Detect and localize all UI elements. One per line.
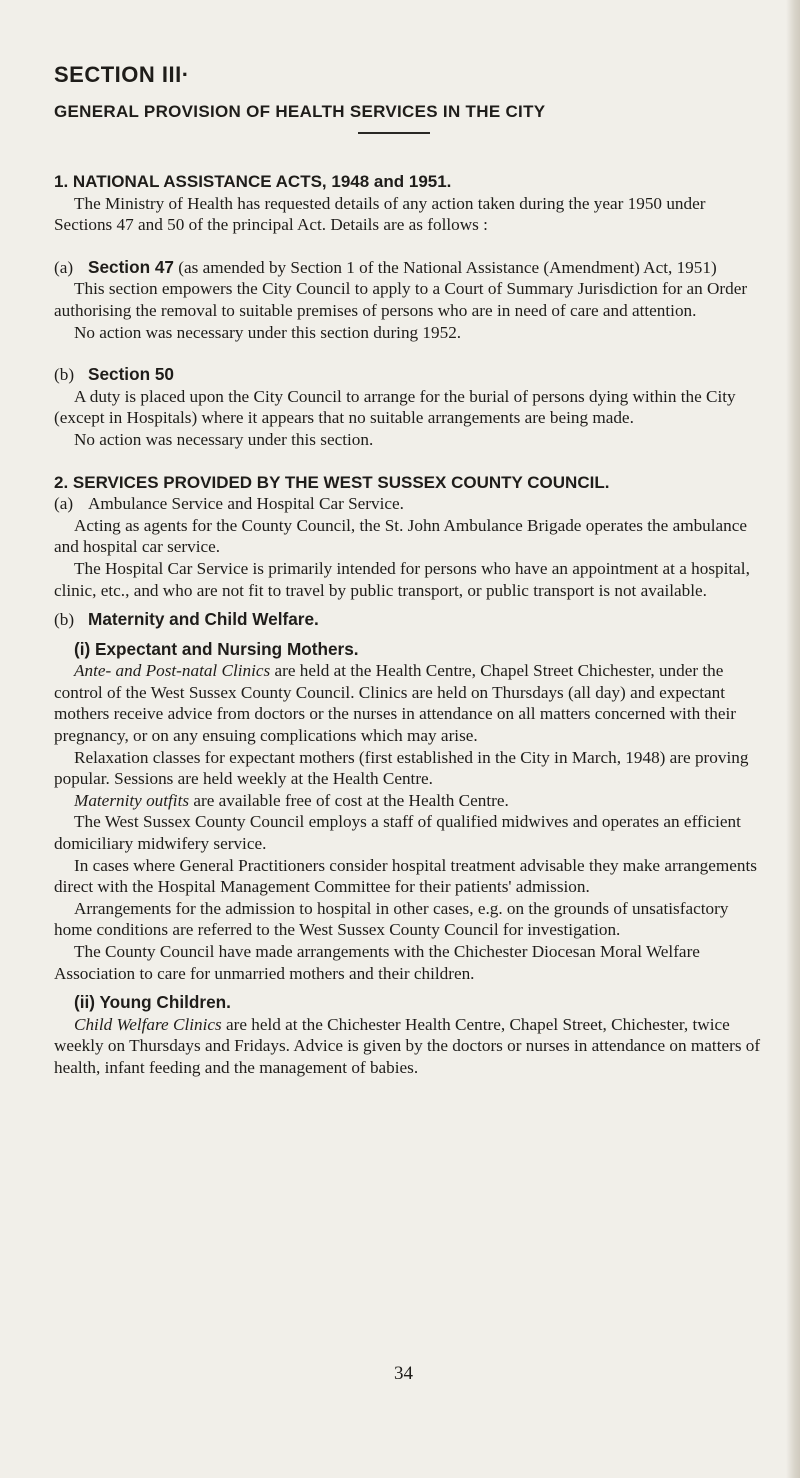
section-50-text: A duty is placed upon the City Council to arrange for the burial of persons dying within the City (except in Hospitals) where it appears that no suitable arrangements are being made. — [54, 386, 736, 428]
item-label: (b) — [54, 610, 75, 630]
section-47-heading — [54, 257, 764, 279]
young-children-heading: (ii) Young Children. — [74, 992, 231, 1013]
outfits-term: Maternity outfits — [74, 790, 190, 810]
relaxation-text: Relaxation classes for expectant mothers (first established in the City in March, 1948) are proving popular. Sessions are held weekly at the Health Centre. — [54, 747, 749, 789]
section-50-heading — [54, 364, 764, 386]
item-label: (b) — [54, 365, 75, 385]
outfits-text: Maternity outfits are available free of cost at the Health Centre. — [74, 790, 509, 810]
child-welfare-term: Child Welfare Clinics — [74, 1014, 222, 1034]
clinics-text: Ante- and Post-natal Clinics are held at the Health Centre, Chapel Street Chichester, under the control of the West Sussex County Council. Clinics are held on Thursdays (all day) and expectant mothers receive advice from doctors or the nurses in attendance on all matters concerned with their pregnancy, or on any ensuing complications which may arise. — [54, 661, 736, 746]
section-47-text: This section empowers the City Council to apply to a Court of Summary Jurisdiction for an Order authorising the removal to suitable premises of persons who are in need of care and attention. — [54, 279, 748, 320]
item-label: (a) — [54, 257, 74, 277]
section-50-action: No action was necessary under this section. — [74, 429, 374, 449]
child-welfare-text: Child Welfare Clinics are held at the Chichester Health Centre, Chapel Street, Chichester, twice weekly on Thursdays and Fridays. Advice is given by the doctors or nurses in attendance on matters of health, infant feeding and the management of babies. — [54, 1014, 761, 1077]
hospital-car-text: The Hospital Car Service is primarily intended for persons who have an appointment at a hospital, clinic, etc., and who are not fit to travel by public transport, or public transport is not available. — [54, 558, 750, 600]
section-2-heading: 2. SERVICES PROVIDED BY THE WEST SUSSEX COUNTY COUNCIL. — [54, 472, 610, 492]
clinics-term: Ante- and Post-natal Clinics — [74, 661, 271, 681]
admission-text: Arrangements for the admission to hospital in other cases, e.g. on the grounds of unsatisfactory home conditions are referred to the West Sussex County Council for investigation. — [54, 898, 729, 940]
section-50-title: Section 50 — [88, 364, 174, 385]
page-heading: GENERAL PROVISION OF HEALTH SERVICES IN THE CITY — [54, 102, 546, 121]
item-label: (a) — [54, 494, 74, 514]
maternity-heading — [54, 609, 764, 631]
ambulance-text: Acting as agents for the County Council, the St. John Ambulance Brigade operates the ambulance and hospital car service. — [54, 515, 748, 557]
section-47-title: Section 47 — [88, 256, 174, 277]
moral-welfare-text: The County Council have made arrangements with the Chichester Diocesan Moral Welfare Association to care for unmarried mothers and their children. — [54, 942, 700, 983]
page-number: 34 — [394, 1363, 413, 1384]
section-1-intro: The Ministry of Health has requested details of any action taken during the year 1950 under Sections 47 and 50 of the principal Act. Details are as follows : — [54, 193, 706, 235]
section-47-note: (as amended by Section 1 of the National Assistance (Amendment) Act, 1951) — [173, 257, 717, 277]
ambulance-heading — [54, 493, 764, 515]
section-1-heading: 1. NATIONAL ASSISTANCE ACTS, 1948 and 1951. — [54, 172, 452, 191]
heading-rule — [358, 132, 430, 134]
expectant-mothers-heading: (i) Expectant and Nursing Mothers. — [74, 638, 359, 659]
section-title: SECTION III· — [54, 62, 190, 87]
page-edge-shadow — [786, 0, 800, 1478]
section-47-action: No action was necessary under this section during 1952. — [74, 322, 462, 342]
ambulance-title: Ambulance Service and Hospital Car Service. — [88, 494, 404, 514]
hospital-treatment-text: In cases where General Practitioners consider hospital treatment advisable they make arrangements direct with the Hospital Management Committee for their patients' admission. — [54, 855, 757, 897]
section-1 — [54, 171, 764, 1079]
midwives-text: The West Sussex County Council employs a staff of qualified midwives and operates an efficient domiciliary midwifery service. — [54, 812, 741, 854]
maternity-title: Maternity and Child Welfare. — [88, 609, 319, 630]
